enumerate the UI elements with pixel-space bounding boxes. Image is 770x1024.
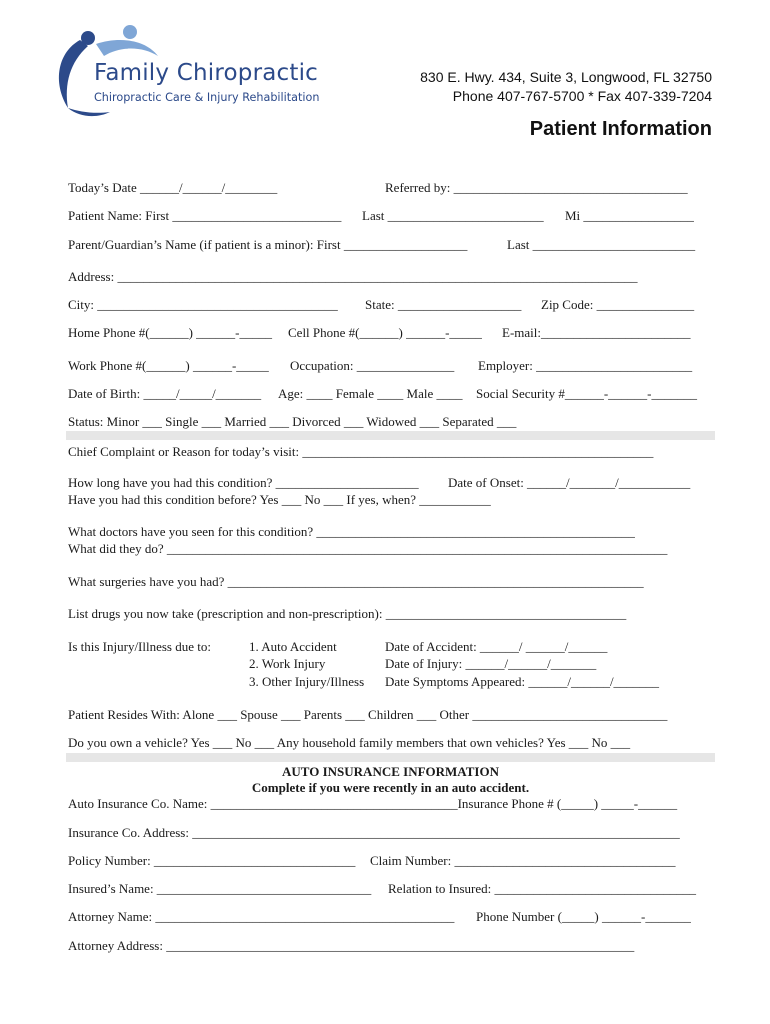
date-onset-field[interactable]: Date of Onset: ______/_______/___________	[448, 475, 691, 490]
injury-option-auto[interactable]: 1. Auto Accident	[249, 639, 337, 654]
employer-field[interactable]: Employer: ________________________	[478, 358, 693, 373]
injury-option-other[interactable]: 3. Other Injury/Illness	[249, 674, 365, 689]
insurance-address-field[interactable]: Insurance Co. Address: ___________________________________________________________________________	[68, 825, 680, 840]
guardian-first-field[interactable]: Parent/Guardian’s Name (if patient is a minor): First ___________________	[68, 237, 468, 252]
injury-date-field[interactable]: Date of Injury: ______/______/_______	[385, 656, 597, 671]
attorney-name-field[interactable]: Attorney Name: ______________________________________________	[68, 909, 455, 924]
drugs-field[interactable]: List drugs you now take (prescription and non-prescription): _____________________________________	[68, 606, 627, 621]
home-phone-field[interactable]: Home Phone #(______) ______-_____	[68, 325, 273, 340]
relation-field[interactable]: Relation to Insured: _______________________________	[388, 881, 697, 896]
symptoms-date-field[interactable]: Date Symptoms Appeared: ______/______/_______	[385, 674, 660, 689]
page-title: Patient Information	[529, 118, 712, 140]
todays-date-field[interactable]: Today’s Date ______/______/________	[68, 180, 278, 195]
how-long-field[interactable]: How long have you had this condition? ______________________	[68, 475, 419, 490]
injury-label: Is this Injury/Illness due to:	[68, 639, 211, 654]
zip-field[interactable]: Zip Code: _______________	[541, 297, 695, 312]
email-field[interactable]: E-mail:_______________________	[502, 325, 691, 340]
section-divider-auto	[66, 753, 715, 762]
resides-with-field[interactable]: Patient Resides With: Alone ___ Spouse ___ Parents ___ Children ___ Other ______________________________	[68, 707, 668, 722]
auto-heading: AUTO INSURANCE INFORMATION	[282, 764, 499, 779]
age-sex-field[interactable]: Age: ____ Female ____ Male ____	[278, 386, 463, 401]
doctors-field[interactable]: What doctors have you seen for this condition? _________________________________________________	[68, 524, 635, 539]
chief-complaint-field[interactable]: Chief Complaint or Reason for today’s visit: ______________________________________________________	[68, 444, 654, 459]
patient-first-field[interactable]: Patient Name: First __________________________	[68, 208, 342, 223]
vehicle-field[interactable]: Do you own a vehicle? Yes ___ No ___ Any household family members that own vehicles? Yes ___ No ___	[68, 735, 631, 750]
ssn-field[interactable]: Social Security #______-______-_______	[476, 386, 697, 401]
work-phone-field[interactable]: Work Phone #(______) ______-_____	[68, 358, 269, 373]
logo-name: Family Chiropractic	[94, 60, 319, 86]
address-field[interactable]: Address: ________________________________________________________________________________	[68, 269, 638, 284]
policy-number-field[interactable]: Policy Number: _______________________________	[68, 853, 356, 868]
cell-phone-field[interactable]: Cell Phone #(______) ______-_____	[288, 325, 482, 340]
surgeries-field[interactable]: What surgeries have you had? ________________________________________________________________	[68, 574, 644, 589]
patient-last-field[interactable]: Last ________________________	[362, 208, 544, 223]
insured-name-field[interactable]: Insured’s Name: _________________________________	[68, 881, 372, 896]
clinic-address: 830 E. Hwy. 434, Suite 3, Longwood, FL 32750	[420, 69, 712, 85]
attorney-address-field[interactable]: Attorney Address: ________________________________________________________________________	[68, 938, 635, 953]
attorney-phone-field[interactable]: Phone Number (_____) ______-_______	[476, 909, 691, 924]
patient-mi-field[interactable]: Mi _________________	[565, 208, 694, 223]
accident-date-field[interactable]: Date of Accident: ______/ ______/______	[385, 639, 608, 654]
what-did-field[interactable]: What did they do? _____________________________________________________________________________	[68, 541, 668, 556]
status-field[interactable]: Status: Minor ___ Single ___ Married ___ Divorced ___ Widowed ___ Separated ___	[68, 414, 517, 429]
referred-by-field[interactable]: Referred by: ____________________________________	[385, 180, 688, 195]
city-field[interactable]: City: _____________________________________	[68, 297, 338, 312]
condition-before-field[interactable]: Have you had this condition before? Yes ___ No ___ If yes, when? ___________	[68, 492, 491, 507]
insurance-company-field[interactable]: Auto Insurance Co. Name: ______________________________________Insurance Phone # (_____) _____-______	[68, 796, 678, 811]
clinic-phone: Phone 407-767-5700 * Fax 407-339-7204	[452, 88, 712, 104]
dob-field[interactable]: Date of Birth: _____/_____/_______	[68, 386, 262, 401]
claim-number-field[interactable]: Claim Number: __________________________________	[370, 853, 676, 868]
state-field[interactable]: State: ___________________	[365, 297, 522, 312]
injury-option-work[interactable]: 2. Work Injury	[249, 656, 326, 671]
logo-tagline: Chiropractic Care & Injury Rehabilitation	[94, 91, 320, 104]
clinic-contact	[420, 68, 712, 106]
auto-subheading: Complete if you were recently in an auto accident.	[251, 780, 530, 795]
guardian-last-field[interactable]: Last _________________________	[507, 237, 696, 252]
clinic-logo	[50, 22, 340, 118]
section-divider	[66, 431, 715, 440]
occupation-field[interactable]: Occupation: _______________	[290, 358, 455, 373]
